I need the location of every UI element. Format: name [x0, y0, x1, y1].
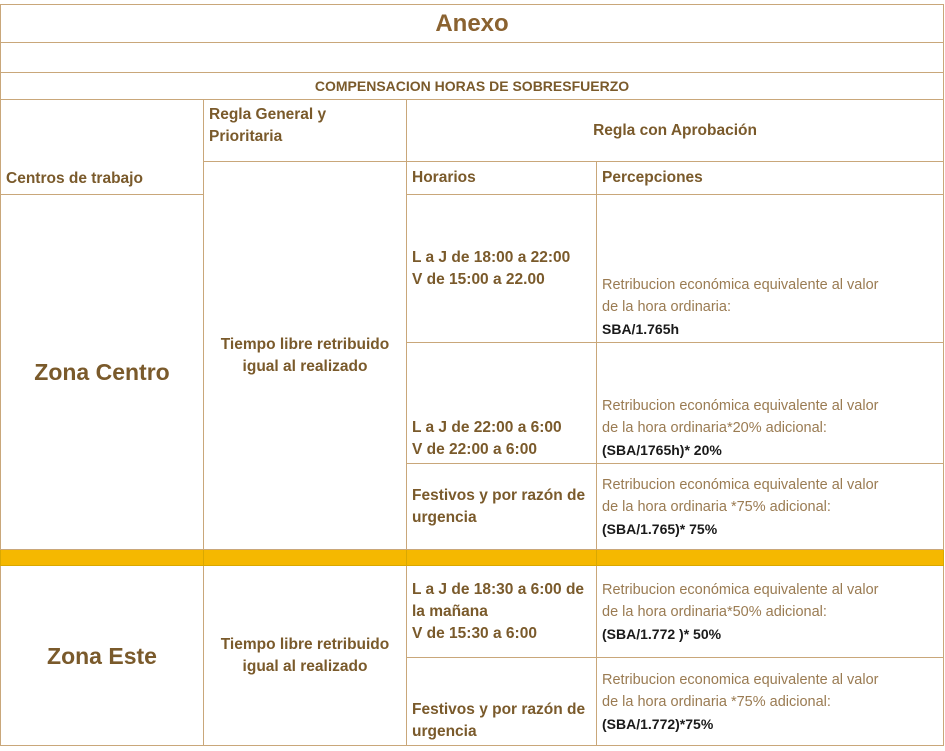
- tiempo-line2: igual al realizado: [242, 657, 368, 675]
- table-row: [1, 195, 944, 343]
- percepcion-line: Retribucion economica equivalente al valor: [602, 671, 879, 688]
- blank-cell: [1, 43, 944, 73]
- zone-divider-row: [1, 550, 944, 566]
- percepcion-formula: (SBA/1.765)* 75%: [602, 520, 718, 537]
- percepcion-formula: (SBA/1.772)*75%: [602, 715, 714, 732]
- percepcion-cell: [597, 195, 944, 343]
- percepcion-line: de la hora ordinaria*20% adicional:: [602, 420, 827, 436]
- horarios-header: Horarios: [407, 162, 597, 195]
- regla-general-header: [204, 100, 407, 162]
- percepcion-line: Retribucion económica equivalente al valor: [602, 581, 879, 598]
- zona-este-name: Zona Este: [1, 566, 204, 746]
- percepcion-line: Retribucion económica equivalente al valor: [602, 398, 879, 414]
- horario-line: urgencia: [412, 723, 477, 740]
- percepcion-line: Retribucion económica equivalente al valor: [602, 277, 879, 293]
- horario-cell: [407, 343, 597, 464]
- title-row: [1, 5, 944, 43]
- percepcion-line: Retribucion económica equivalente al valor: [602, 476, 879, 493]
- tiempo-line2: igual al realizado: [242, 357, 368, 375]
- percepcion-formula: SBA/1.765h: [602, 321, 680, 337]
- section-title: COMPENSACION HORAS DE SOBRESFUERZO: [1, 73, 944, 100]
- percepciones-header: Percepciones: [597, 162, 944, 195]
- divider-cell: [1, 550, 204, 566]
- divider-cell: [407, 550, 597, 566]
- centros-header: Centros de trabajo: [1, 100, 204, 195]
- horario-line: V de 15:30 a 6:00: [412, 624, 537, 642]
- percepcion-line: de la hora ordinaria *75% adicional:: [602, 693, 831, 710]
- horario-line: la mañana: [412, 602, 488, 620]
- percepcion-formula: (SBA/1765h)* 20%: [602, 442, 722, 458]
- percepcion-cell: [597, 343, 944, 464]
- section-title-row: [1, 73, 944, 100]
- zona-centro-regla-general: [204, 162, 407, 550]
- divider-cell: [597, 550, 944, 566]
- percepcion-cell: [597, 658, 944, 746]
- horario-line: L a J de 18:00 a 22:00: [412, 248, 571, 266]
- regla-general-line1: Regla General y: [209, 106, 327, 123]
- header-row-1: [1, 100, 944, 162]
- table-row: [1, 566, 944, 658]
- annex-title: Anexo: [1, 5, 944, 43]
- blank-row: [1, 43, 944, 73]
- horario-line: Festivos y por razón de: [412, 486, 586, 504]
- horario-cell: [407, 195, 597, 343]
- tiempo-line1: Tiempo libre retribuido: [220, 635, 390, 653]
- horario-line: urgencia: [412, 508, 477, 526]
- regla-general-line2: Prioritaria: [209, 128, 283, 145]
- tiempo-line1: Tiempo libre retribuido: [220, 335, 390, 353]
- horario-cell: [407, 658, 597, 746]
- horario-line: L a J de 22:00 a 6:00: [412, 419, 562, 436]
- percepcion-line: de la hora ordinaria*50% adicional:: [602, 603, 827, 620]
- percepcion-formula: (SBA/1.772 )* 50%: [602, 625, 722, 642]
- zona-centro-name: Zona Centro: [1, 195, 204, 550]
- percepcion-cell: [597, 464, 944, 550]
- horario-line: L a J de 18:30 a 6:00 de: [412, 580, 585, 598]
- horario-cell: [407, 464, 597, 550]
- zona-este-regla-general: [204, 566, 407, 746]
- horario-line: V de 22:00 a 6:00: [412, 441, 537, 458]
- horario-cell: [407, 566, 597, 658]
- percepcion-cell: [597, 566, 944, 658]
- horario-line: V de 15:00 a 22.00: [412, 270, 545, 288]
- compensation-table: [0, 4, 944, 746]
- divider-cell: [204, 550, 407, 566]
- percepcion-line: de la hora ordinaria *75% adicional:: [602, 498, 831, 515]
- horario-line: Festivos y por razón de: [412, 701, 586, 718]
- regla-aprobacion-header: Regla con Aprobación: [407, 100, 944, 162]
- percepcion-line: de la hora ordinaria:: [602, 299, 731, 315]
